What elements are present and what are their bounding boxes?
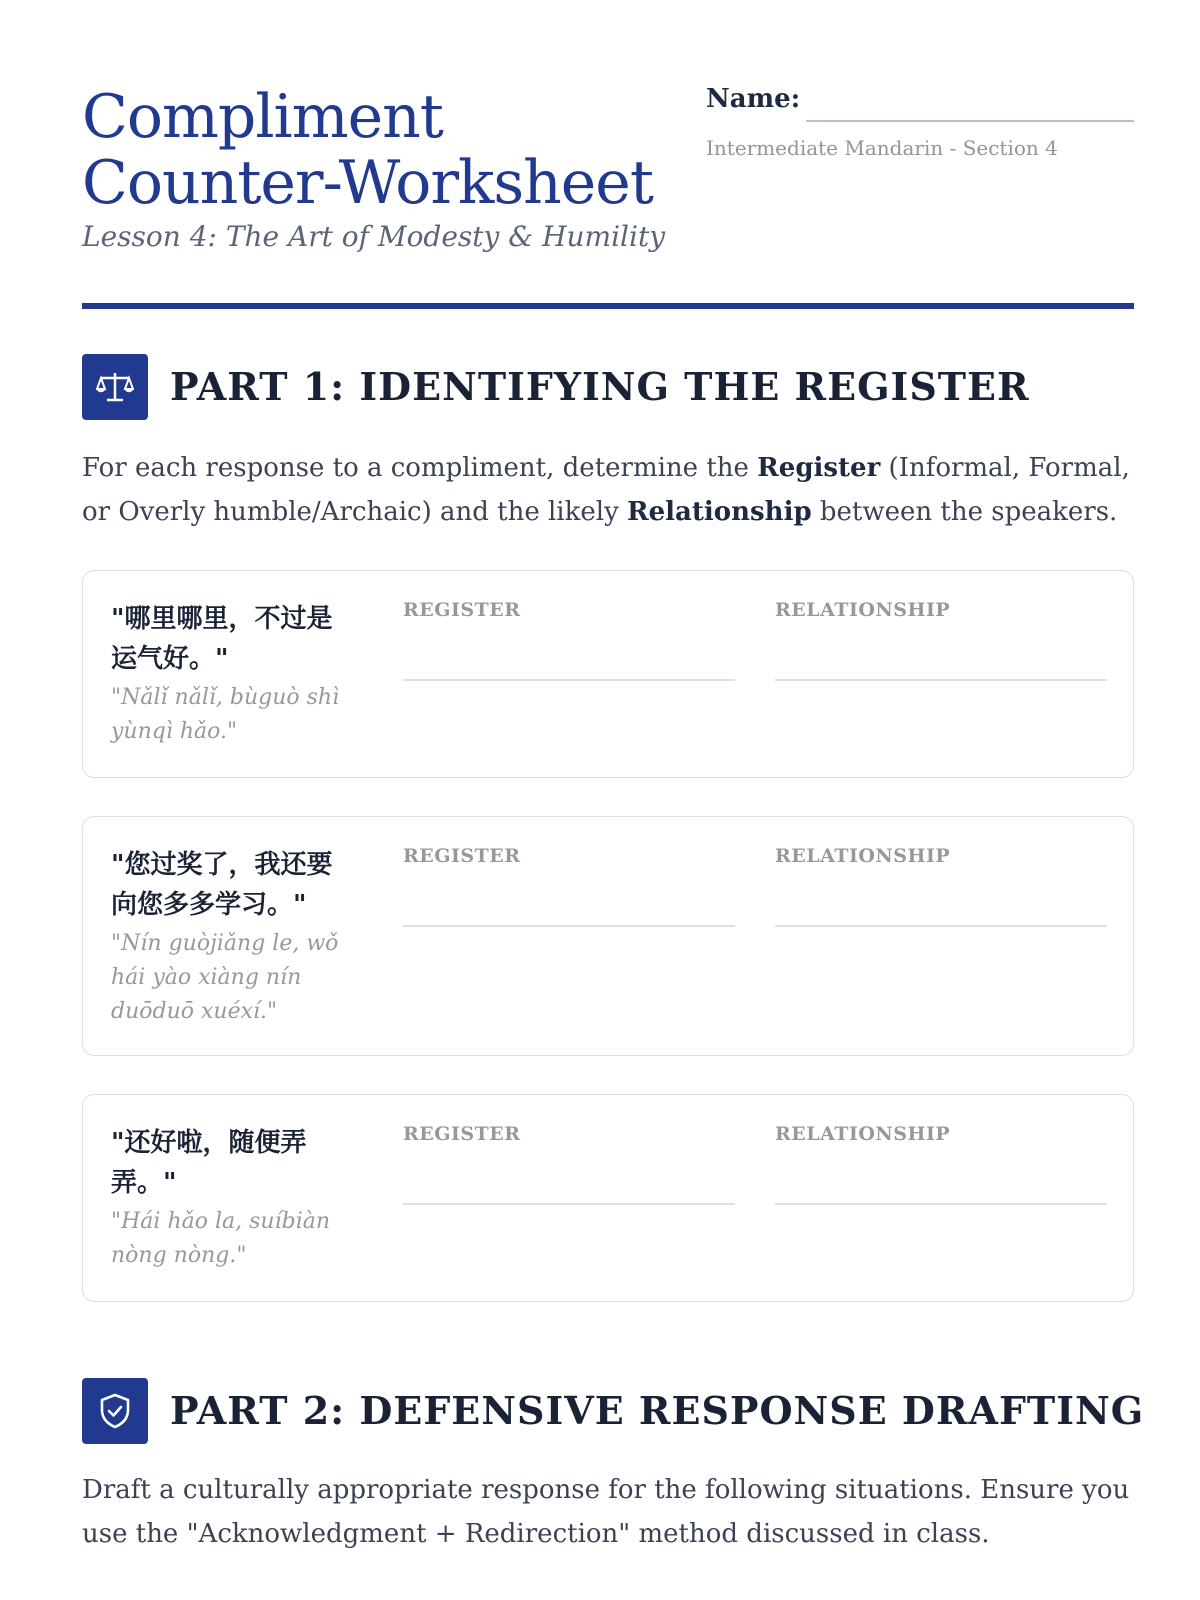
relationship-field [775,1123,1107,1145]
instruction-text: For each response to a compliment, determine the [82,453,758,483]
instruction-keyword-relationship: Relationship [627,497,812,527]
register-label: REGISTER [403,599,521,621]
name-label: Name: [706,84,801,114]
part1-title: PART 1: IDENTIFYING THE REGISTER [170,364,1030,409]
relationship-input[interactable] [775,1203,1107,1205]
relationship-label: RELATIONSHIP [775,845,951,867]
exercise-card [82,1094,1134,1302]
register-field [403,845,735,867]
relationship-label: RELATIONSHIP [775,599,951,621]
relationship-field [775,845,1107,867]
instruction-text: between the speakers. [811,497,1118,527]
register-field [403,1123,735,1145]
lesson-subtitle: Lesson 4: The Art of Modesty & Humility [82,220,666,253]
chinese-phrase: "您过奖了，我还要向您多多学习。" [111,850,333,920]
exercise-card [82,816,1134,1056]
chinese-phrase: "还好啦，随便弄弄。" [111,1128,307,1198]
relationship-field [775,599,1107,621]
balance-scale-icon [82,354,148,420]
header-divider [82,303,1134,309]
instruction-keyword-register: Register [757,453,881,483]
pinyin-phrase: "Hái hǎo la, suíbiàn nòng nòng." [111,1209,331,1268]
register-input[interactable] [403,1203,735,1205]
register-field [403,599,735,621]
pinyin-phrase: "Nín guòjiǎng le, wǒ hái yào xiàng nín duōduō xuéxí." [111,931,339,1024]
instruction-text: (Informal, Formal, or Overly humble/Archaic) and the likely [82,453,1130,527]
pinyin-phrase: "Nǎlǐ nǎlǐ, bùguò shì yùnqì hǎo." [111,685,340,744]
shield-check-icon [82,1378,148,1444]
part1-heading [82,354,1134,420]
page-title: Compliment Counter-Worksheet [82,82,653,218]
part1-instructions [82,446,1134,534]
register-label: REGISTER [403,845,521,867]
part2-instructions: Draft a culturally appropriate response for the following situations. Ensure you use the "Acknowledgment + Redirection" method discussed in class. [82,1475,1130,1549]
part2-heading [82,1378,1145,1444]
register-input[interactable] [403,925,735,927]
relationship-input[interactable] [775,679,1107,681]
part2-title: PART 2: DEFENSIVE RESPONSE DRAFTING [170,1388,1145,1433]
relationship-label: RELATIONSHIP [775,1123,951,1145]
chinese-phrase: "哪里哪里，不过是运气好。" [111,604,333,674]
register-input[interactable] [403,679,735,681]
exercise-card [82,570,1134,778]
relationship-input[interactable] [775,925,1107,927]
register-label: REGISTER [403,1123,521,1145]
worksheet-header [82,80,1134,310]
name-field[interactable] [806,120,1134,122]
course-section: Intermediate Mandarin - Section 4 [706,136,1058,160]
